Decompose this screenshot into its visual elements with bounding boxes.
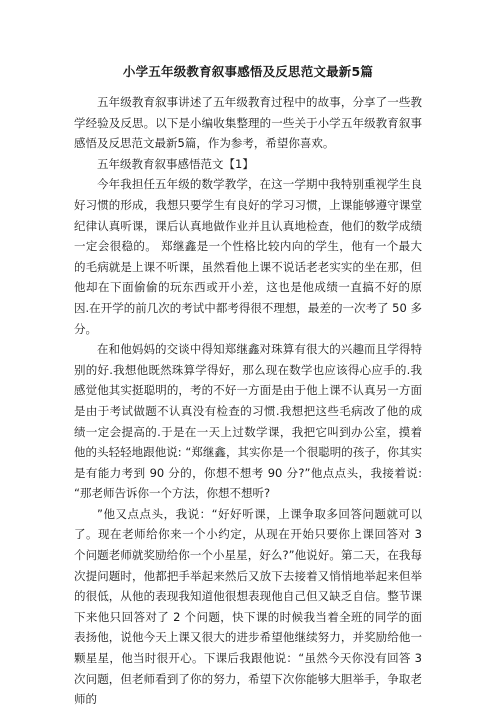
intro-paragraph: 五年级教育叙事讲述了五年级教育过程中的故事，分享了一些教学经验及反思。以下是小编收集整理的一些关于小学五年级教育叙事感悟及反思范文最新5篇，作为参考，希望你喜欢。 <box>74 95 422 151</box>
section-heading: 五年级教育叙事感悟范文【1】 <box>97 156 254 171</box>
body-paragraph: 在和他妈妈的交谈中得知郑继鑫对珠算有很大的兴趣而且学得特别的好.我想他既然珠算学得好，那么现在数学也应该得心应手的.我感觉他其实挺聪明的，考的不好一方面是由于他上课不认真另一方面是由于考试做题不认真没有检查的习惯.我想把这些毛病改了他的成绩一定会提高的.于是在一天上过数学课，我把它叫到办公室，摸着他的头轻轻地跟他说: “郑继鑫，其实你是一个很聪明的孩子，你其实是有能力考到 90 分的，你想不想考 90 分?”他点点头，我接着说: “那老师告诉你一个方法，你想不想听? <box>74 342 422 501</box>
document-body <box>74 92 422 710</box>
body-paragraph: 今年我担任五年级的数学教学，在这一学期中我特别重视学生良好习惯的形成，我想只要学生有良好的学习习惯，上课能够遵守课堂纪律认真听课，课后认真地做作业并且认真地检查，他们的数学成绩一定会很稳的。 郑继鑫是一个性格比较内向的学生，他有一个最大的毛病就是上课不听课，虽然看他上课不说话老老实实的坐在那，但他却在下面偷偷的玩东西或开小差，这也是他成绩一直搞不好的原因.在开学的前几次的考试中都考得很不理想，最差的一次考了 50 多分。 <box>74 177 422 336</box>
document-title: 小学五年级教育叙事感悟及反思范文最新5篇 <box>122 64 374 79</box>
body-paragraph: ”他又点点头，我说：“好好听课，上课争取多回答问题就可以了。现在老师给你来一个小约定，从现在开始只要你上课回答对 3 个问题老师就奖励给你一个小星星，好么?”他说好。第二天，在我每次提问题时，他都把手举起来然后又放下去接着又悄悄地举起来但举的很低，从他的表现我知道他很想表现他自己但又缺乏自信。整节课下来他只回答对了 2 个问题，快下课的时候我当着全班的同学的面表扬他，说他今天上课又很大的进步希望他继续努力，并奖励给他一颗星星，他当时很开心。下课后我跟他说：“虽然今天你没有回答 3 次问题，但老师看到了你的努力，希望下次你能够大胆举手，争取老师的 <box>74 506 422 707</box>
